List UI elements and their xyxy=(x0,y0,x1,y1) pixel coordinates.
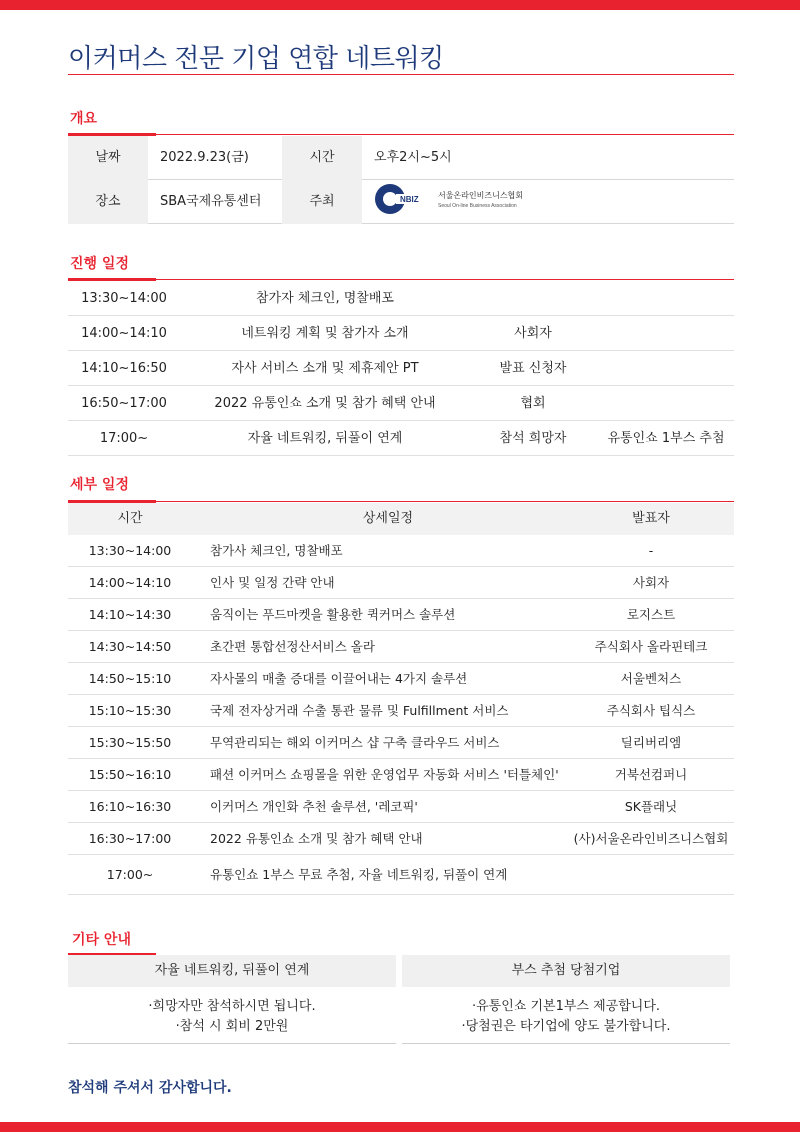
schedule-time: 13:30~14:00 xyxy=(81,291,167,306)
etc-box-networking xyxy=(68,955,396,1044)
detail-desc: 인사 및 일정 간략 안내 xyxy=(210,575,335,590)
section-title-schedule: 진행 일정 xyxy=(70,256,129,272)
etc-box-line: ·유통인쇼 기본1부스 제공합니다. xyxy=(471,999,661,1014)
table-row xyxy=(68,567,734,599)
detail-time: 13:30~14:00 xyxy=(88,543,172,558)
bottom-accent-bar xyxy=(0,1122,800,1132)
etc-box-line: ·당첨권은 타기업에 양도 불가합니다. xyxy=(461,1019,671,1034)
schedule-row xyxy=(68,421,734,456)
col-header-time: 시간 xyxy=(117,511,143,526)
logo-circle-hole xyxy=(383,192,397,206)
detail-time: 17:00~ xyxy=(106,867,154,882)
logo-name-text: 서울온라인비즈니스협회 xyxy=(438,191,524,200)
table-row xyxy=(68,823,734,855)
detail-time: 15:10~15:30 xyxy=(88,703,172,718)
date-value: 2022.9.23(금) xyxy=(160,150,249,165)
detail-speaker: 로지스트 xyxy=(626,607,676,622)
detail-time: 14:10~14:30 xyxy=(88,607,172,622)
title-divider xyxy=(68,74,734,75)
detail-time: 16:30~17:00 xyxy=(88,831,172,846)
schedule-who: 발표 신청자 xyxy=(499,361,567,376)
detail-speaker: 사회자 xyxy=(632,575,670,590)
detail-desc: 참가사 체크인, 명찰배포 xyxy=(210,543,343,558)
detail-speaker: 주식회사 올라핀테크 xyxy=(594,639,708,654)
section-title-etc: 기타 안내 xyxy=(72,932,131,948)
detail-desc: 이커머스 개인화 추천 솔루션, '레코픽' xyxy=(210,799,418,814)
detail-speaker: SK플래닛 xyxy=(624,799,678,814)
schedule-who: 참석 희망자 xyxy=(499,431,567,446)
schedule-row xyxy=(68,386,734,421)
section-divider-detail xyxy=(68,501,734,502)
top-accent-bar xyxy=(0,0,800,10)
etc-box-line: ·참석 시 회비 2만원 xyxy=(175,1019,289,1034)
detail-speaker: - xyxy=(648,543,654,558)
detail-desc: 패션 이커머스 쇼핑몰을 위한 운영업무 자동화 서비스 '터틀체인' xyxy=(210,767,559,782)
table-row xyxy=(68,695,734,727)
etc-box-title: 부스 추첨 당첨기업 xyxy=(402,955,730,987)
col-header-speaker: 발표자 xyxy=(632,511,670,526)
closing-message: 참석해 주셔서 감사합니다. xyxy=(68,1080,232,1096)
detail-time: 15:30~15:50 xyxy=(88,735,172,750)
date-label: 날짜 xyxy=(68,136,148,180)
etc-box-line: ·희망자만 참석하시면 됩니다. xyxy=(148,999,316,1014)
detail-desc: 국제 전자상거래 수출 통관 물류 및 Fulfillment 서비스 xyxy=(210,703,509,718)
schedule-row xyxy=(68,281,734,316)
schedule-time: 16:50~17:00 xyxy=(81,396,167,411)
section-title-overview: 개요 xyxy=(70,111,98,127)
schedule-desc: 네트워킹 계획 및 참가자 소개 xyxy=(241,326,409,341)
table-row xyxy=(68,855,734,895)
schedule-desc: 2022 유통인쇼 소개 및 참가 혜택 안내 xyxy=(214,396,436,411)
schedule-desc: 참가자 체크인, 명찰배포 xyxy=(256,291,394,306)
detail-desc: 2022 유통인쇼 소개 및 참가 혜택 안내 xyxy=(210,831,423,846)
section-divider-schedule xyxy=(68,279,734,280)
detail-time: 14:30~14:50 xyxy=(88,639,172,654)
detail-desc: 무역관리되는 해외 이커머스 샵 구축 클라우드 서비스 xyxy=(210,735,500,750)
schedule-row xyxy=(68,316,734,351)
detail-desc: 초간편 통합선정산서비스 올라 xyxy=(210,639,375,654)
detail-speaker: 거북선컴퍼니 xyxy=(614,767,688,782)
schedule-who: 협회 xyxy=(520,396,546,411)
page-title: 이커머스 전문 기업 연합 네트워킹 xyxy=(68,44,444,74)
time-value: 오후2시~5시 xyxy=(374,150,452,165)
schedule-time: 14:10~16:50 xyxy=(81,361,167,376)
table-row xyxy=(68,663,734,695)
logo-subname-text: Seoul On-line Business Association xyxy=(438,203,517,209)
table-row xyxy=(68,791,734,823)
time-label: 시간 xyxy=(282,136,362,180)
etc-box-title: 자율 네트워킹, 뒤풀이 연계 xyxy=(68,955,396,987)
detail-speaker: 딜리버리엠 xyxy=(620,735,682,750)
schedule-who: 사회자 xyxy=(514,326,552,341)
host-label: 주최 xyxy=(282,180,362,224)
schedule-row xyxy=(68,351,734,386)
schedule-time: 17:00~ xyxy=(99,431,149,446)
etc-box-booth-draw xyxy=(402,955,730,1044)
place-value: SBA국제유통센터 xyxy=(160,194,262,209)
detail-time: 14:50~15:10 xyxy=(88,671,172,686)
schedule-note: 유통인쇼 1부스 추첨 xyxy=(607,431,725,446)
overview-row-date-time xyxy=(68,136,734,180)
table-row xyxy=(68,599,734,631)
logo-mark-text: NBIZ xyxy=(400,195,419,204)
detail-desc: 움직이는 푸드마켓을 활용한 퀵커머스 솔루션 xyxy=(210,607,456,622)
schedule-desc: 자사 서비스 소개 및 제휴제안 PT xyxy=(231,361,419,376)
detail-speaker: 서울벤처스 xyxy=(620,671,682,686)
table-row xyxy=(68,727,734,759)
section-title-detail: 세부 일정 xyxy=(70,477,129,493)
host-logo xyxy=(374,183,544,215)
table-row xyxy=(68,631,734,663)
detail-desc: 자사몰의 매출 증대를 이끌어내는 4가지 솔루션 xyxy=(210,671,468,686)
detail-desc: 유통인쇼 1부스 무료 추첨, 자율 네트워킹, 뒤풀이 연계 xyxy=(210,867,508,882)
col-header-detail: 상세일정 xyxy=(362,511,414,526)
section-divider-overview xyxy=(68,134,734,135)
table-row xyxy=(68,759,734,791)
detail-time: 14:00~14:10 xyxy=(88,575,172,590)
detail-time: 16:10~16:30 xyxy=(88,799,172,814)
detail-table-header xyxy=(68,503,734,535)
detail-speaker: (사)서울온라인비즈니스협회 xyxy=(573,831,729,846)
place-label: 장소 xyxy=(68,180,148,224)
schedule-desc: 자율 네트워킹, 뒤풀이 연계 xyxy=(247,431,403,446)
detail-time: 15:50~16:10 xyxy=(88,767,172,782)
table-row xyxy=(68,535,734,567)
schedule-time: 14:00~14:10 xyxy=(81,326,167,341)
detail-speaker: 주식회사 팁식스 xyxy=(606,703,696,718)
